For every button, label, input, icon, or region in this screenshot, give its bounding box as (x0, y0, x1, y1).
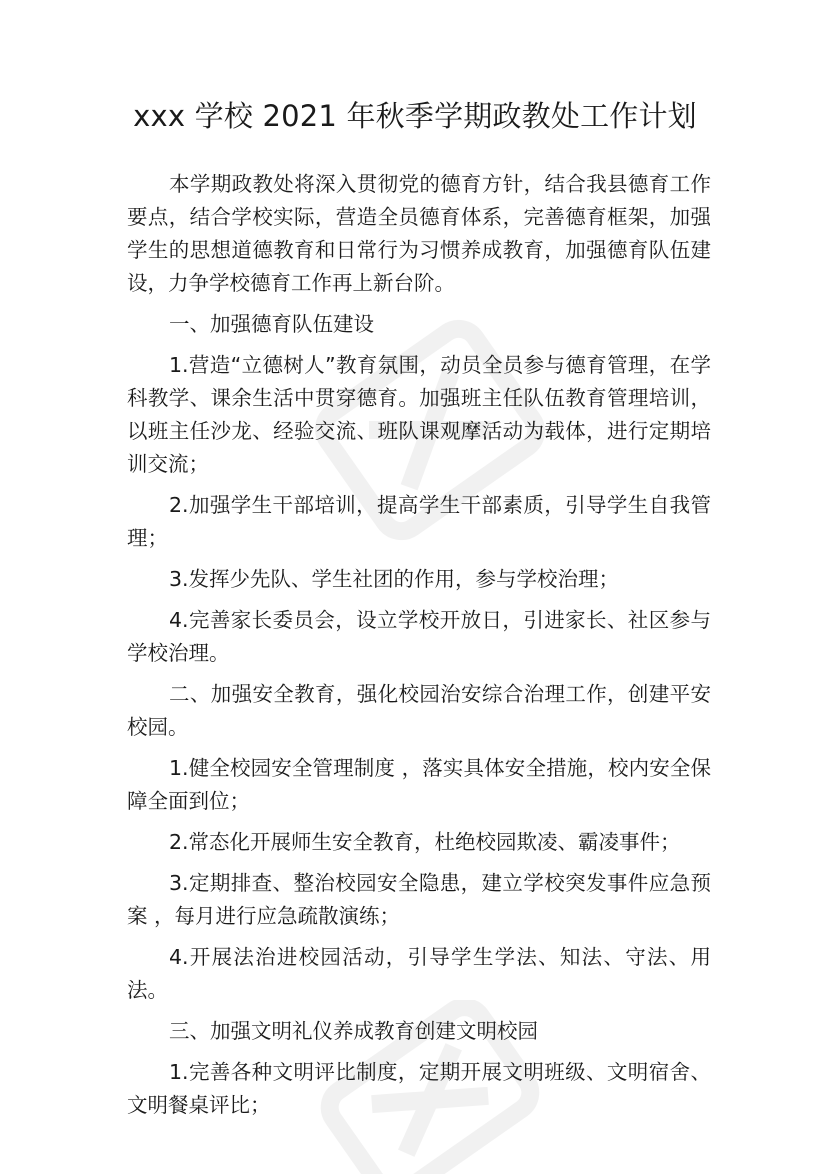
list-item: 1.完善各种文明评比制度，定期开展文明班级、文明宿舍、文明餐桌评比； (127, 1060, 711, 1117)
list-item: 4.完善家长委员会，设立学校开放日，引进家长、社区参与学校治理。 (127, 608, 711, 665)
section-heading-3: 三、加强文明礼仪养成教育创建文明校园 (169, 1019, 538, 1043)
section-heading-1: 一、加强德育队伍建设 (169, 312, 374, 336)
page-title: xxx 学校 2021 年秋季学期政教处工作计划 (133, 99, 697, 133)
list-item: 3.发挥少先队、学生社团的作用，参与学校治理； (169, 567, 620, 591)
list-item: 1.健全校园安全管理制度 ，落实具体安全措施，校内安全保障全面到位； (127, 756, 711, 813)
document-body (127, 168, 711, 1130)
list-item: 1.营造“立德树人”教育氛围，动员全员参与德育管理，在学科教学、课余生活中贯穿德育。加强班主任队伍教育管理培训，以班主任沙龙、经验交流、班队课观摩活动为载体，进行定期培训交流； (127, 353, 711, 476)
list-item: 2.常态化开展师生安全教育，杜绝校园欺凌、霸凌事件； (169, 830, 681, 854)
list-item: 4.开展法治进校园活动，引导学生学法、知法、守法、用法。 (127, 945, 711, 1002)
list-item: 2.加强学生干部培训，提高学生干部素质，引导学生自我管理； (127, 493, 711, 550)
list-item: 3.定期排查、整治校园安全隐患，建立学校突发事件应急预案 ，每月进行应急疏散演练； (127, 871, 711, 928)
section-heading-2: 二、加强安全教育，强化校园治安综合治理工作，创建平安校园。 (127, 682, 711, 739)
intro-paragraph: 本学期政教处将深入贯彻党的德育方针，结合我县德育工作要点，结合学校实际，营造全员德育体系，完善德育框架，加强学生的思想道德教育和日常行为习惯养成教育，加强德育队伍建设，力争学校德育工作再上新台阶。 (127, 172, 711, 295)
